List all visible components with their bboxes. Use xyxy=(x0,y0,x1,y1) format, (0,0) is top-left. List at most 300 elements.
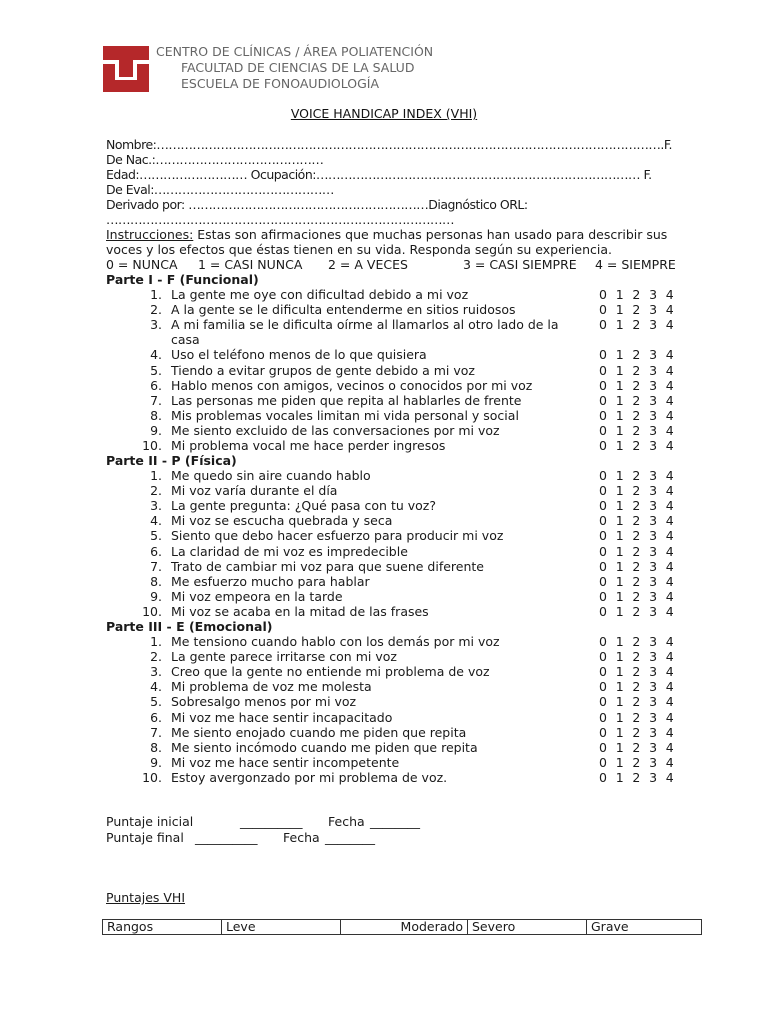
score-option[interactable]: 3 xyxy=(649,302,658,318)
fecha-inicial-blank[interactable]: ________ xyxy=(370,814,420,829)
instructions-text1: Estas son afirmaciones que muchas personas han usado para describir sus xyxy=(193,227,668,242)
score-options xyxy=(599,347,682,362)
score-option[interactable]: 0 xyxy=(599,558,607,574)
score-option[interactable]: 3 xyxy=(649,513,658,529)
score-option[interactable]: 1 xyxy=(615,528,624,544)
score-options xyxy=(599,302,682,317)
score-option[interactable]: 1 xyxy=(615,739,624,755)
score-option[interactable]: 3 xyxy=(649,603,658,619)
score-option[interactable]: 0 xyxy=(599,528,607,544)
question-text: Tiendo a evitar grupos de gente debido a mi voz xyxy=(171,362,475,378)
question-number: 9. xyxy=(150,588,162,604)
score-option[interactable]: 1 xyxy=(615,769,624,785)
fecha-final-blank[interactable]: ________ xyxy=(325,830,375,845)
score-option[interactable]: 1 xyxy=(615,634,624,649)
score-options xyxy=(599,378,682,393)
score-option[interactable]: 0 xyxy=(599,302,607,318)
question-text: Mi voz me hace sentir incompetente xyxy=(171,754,400,770)
field-nombre: Nombre:……………………………………………………………………………………………………………….F. xyxy=(106,137,673,152)
score-option[interactable]: 0 xyxy=(599,649,607,665)
score-option[interactable]: 3 xyxy=(649,558,658,574)
score-option[interactable]: 0 xyxy=(599,362,607,378)
score-options xyxy=(599,694,682,709)
score-option[interactable]: 2 xyxy=(632,709,641,725)
score-option[interactable]: 4 xyxy=(665,543,674,559)
score-option[interactable]: 4 xyxy=(665,664,674,680)
question-number: 8. xyxy=(150,739,162,755)
score-option[interactable]: 0 xyxy=(599,679,607,695)
question-number: 3. xyxy=(150,317,162,333)
field-diagnostico-line: …………………………………………………………………………… xyxy=(106,212,454,227)
field-derivado-diagnostico: Derivado por: ……………………………………………………Diagnóstico ORL: xyxy=(106,197,528,212)
score-option[interactable]: 4 xyxy=(665,468,674,483)
question-number: 10. xyxy=(142,438,162,453)
score-options xyxy=(599,408,682,423)
fecha-final-label: Fecha xyxy=(283,830,320,845)
score-option[interactable]: 1 xyxy=(615,438,624,453)
score-option[interactable]: 3 xyxy=(649,724,658,740)
instructions-line2: voces y los efectos que éstas tienen en su vida. Responda según su experiencia. xyxy=(106,242,612,257)
score-option[interactable]: 4 xyxy=(665,498,674,514)
score-option[interactable]: 0 xyxy=(599,634,607,649)
score-option[interactable]: 4 xyxy=(665,649,674,665)
question-row xyxy=(0,423,768,438)
question-number: 1. xyxy=(150,468,162,483)
score-option[interactable]: 3 xyxy=(649,679,658,695)
question-number: 7. xyxy=(150,392,162,408)
score-option[interactable]: 2 xyxy=(632,573,641,589)
question-text: Siento que debo hacer esfuerzo para producir mi voz xyxy=(171,528,504,544)
score-option[interactable]: 1 xyxy=(615,302,624,318)
score-option[interactable]: 1 xyxy=(615,468,624,483)
score-options xyxy=(599,363,682,378)
score-option[interactable]: 3 xyxy=(649,317,658,333)
score-option[interactable]: 3 xyxy=(649,362,658,378)
puntaje-final-row xyxy=(106,830,375,845)
score-options xyxy=(599,528,682,543)
question-row xyxy=(0,378,768,393)
score-option[interactable]: 1 xyxy=(615,679,624,695)
question-text: Mi voz me hace sentir incapacitado xyxy=(171,709,393,725)
score-option[interactable]: 3 xyxy=(649,739,658,755)
score-options xyxy=(599,740,682,755)
scale-4: 4 = SIEMPRE xyxy=(595,257,676,272)
score-option[interactable]: 4 xyxy=(665,528,674,544)
score-option[interactable]: 1 xyxy=(615,287,624,302)
score-option[interactable]: 2 xyxy=(632,694,641,710)
score-option[interactable]: 0 xyxy=(599,317,607,333)
puntaje-inicial-blank[interactable]: __________ xyxy=(240,814,303,829)
score-option[interactable]: 1 xyxy=(615,543,624,559)
score-option[interactable]: 4 xyxy=(665,513,674,529)
puntaje-inicial-label: Puntaje inicial xyxy=(106,814,194,829)
question-number: 7. xyxy=(150,724,162,740)
ranges-row xyxy=(103,920,702,935)
score-option[interactable]: 1 xyxy=(615,483,624,499)
score-option[interactable]: 1 xyxy=(615,724,624,740)
score-option[interactable]: 1 xyxy=(615,513,624,529)
score-option[interactable]: 2 xyxy=(632,483,641,499)
question-number: 1. xyxy=(150,287,162,302)
question-number: 3. xyxy=(150,498,162,514)
score-option[interactable]: 0 xyxy=(599,739,607,755)
question-text: Mi voz se escucha quebrada y seca xyxy=(171,513,393,529)
score-option[interactable]: 2 xyxy=(632,543,641,559)
score-options xyxy=(599,649,682,664)
score-option[interactable]: 3 xyxy=(649,588,658,604)
question-number: 4. xyxy=(150,347,162,363)
score-option[interactable]: 0 xyxy=(599,573,607,589)
instructions-line1 xyxy=(106,227,667,242)
score-option[interactable]: 2 xyxy=(632,422,641,438)
score-option[interactable]: 2 xyxy=(632,739,641,755)
score-options xyxy=(599,770,682,785)
score-option[interactable]: 4 xyxy=(665,407,674,423)
score-option[interactable]: 0 xyxy=(599,392,607,408)
question-row xyxy=(0,679,768,694)
question-number: 6. xyxy=(150,709,162,725)
score-option[interactable]: 2 xyxy=(632,317,641,333)
page-title: VOICE HANDICAP INDEX (VHI) xyxy=(290,106,478,121)
score-option[interactable]: 0 xyxy=(599,287,607,302)
question-text: A mi familia se le dificulta oírme al llamarlos al otro lado de la casa xyxy=(171,317,559,348)
question-number: 9. xyxy=(150,422,162,438)
score-options xyxy=(599,498,682,513)
field-fecha-evaluacion: De Eval:……………………………………… xyxy=(106,182,334,197)
question-row xyxy=(0,574,768,589)
question-text: Trato de cambiar mi voz para que suene diferente xyxy=(171,558,484,574)
range-cell-leve: Leve xyxy=(222,920,341,935)
score-option[interactable]: 3 xyxy=(649,377,658,393)
score-options xyxy=(599,589,682,604)
section-title: Parte III - E (Emocional) xyxy=(106,619,273,634)
puntaje-final-label: Puntaje final xyxy=(106,830,184,845)
question-number: 9. xyxy=(150,754,162,770)
score-option[interactable]: 4 xyxy=(665,769,674,785)
score-option[interactable]: 4 xyxy=(665,634,674,649)
university-logo xyxy=(103,46,149,92)
score-option[interactable]: 0 xyxy=(599,603,607,619)
score-option[interactable]: 2 xyxy=(632,377,641,393)
question-row xyxy=(0,408,768,423)
score-option[interactable]: 3 xyxy=(649,347,658,363)
question-row xyxy=(0,498,768,513)
score-options xyxy=(599,755,682,770)
field-fecha-nacimiento: De Nac.:…………………………………… xyxy=(106,152,324,167)
scale-0: 0 = NUNCA xyxy=(106,257,178,272)
score-options xyxy=(599,604,682,619)
question-row xyxy=(0,438,768,453)
score-option[interactable]: 4 xyxy=(665,573,674,589)
question-row xyxy=(0,513,768,528)
score-option[interactable]: 2 xyxy=(632,558,641,574)
score-option[interactable]: 1 xyxy=(615,317,624,333)
score-option[interactable]: 4 xyxy=(665,588,674,604)
question-number: 2. xyxy=(150,483,162,499)
score-option[interactable]: 2 xyxy=(632,438,641,453)
score-option[interactable]: 1 xyxy=(615,603,624,619)
score-option[interactable]: 4 xyxy=(665,709,674,725)
score-option[interactable]: 2 xyxy=(632,347,641,363)
score-option[interactable]: 1 xyxy=(615,422,624,438)
score-option[interactable]: 4 xyxy=(665,724,674,740)
scale-1: 1 = CASI NUNCA xyxy=(198,257,303,272)
score-option[interactable]: 2 xyxy=(632,634,641,649)
question-text: Me esfuerzo mucho para hablar xyxy=(171,573,370,589)
score-option[interactable]: 2 xyxy=(632,513,641,529)
score-option[interactable]: 4 xyxy=(665,287,674,302)
score-option[interactable]: 0 xyxy=(599,513,607,529)
score-option[interactable]: 0 xyxy=(599,422,607,438)
question-number: 10. xyxy=(142,603,162,619)
score-option[interactable]: 1 xyxy=(615,377,624,393)
score-option[interactable]: 0 xyxy=(599,709,607,725)
question-row xyxy=(0,393,768,408)
score-option[interactable]: 2 xyxy=(632,392,641,408)
question-row xyxy=(0,287,768,302)
question-number: 4. xyxy=(150,513,162,529)
question-row xyxy=(0,740,768,755)
score-options xyxy=(599,679,682,694)
question-text: La gente me oye con dificultad debido a mi voz xyxy=(171,287,469,302)
score-options xyxy=(599,468,682,483)
question-text: Me quedo sin aire cuando hablo xyxy=(171,468,371,483)
score-option[interactable]: 3 xyxy=(649,573,658,589)
score-option[interactable]: 3 xyxy=(649,769,658,785)
question-row xyxy=(0,755,768,770)
question-text: La claridad de mi voz es impredecible xyxy=(171,543,408,559)
score-option[interactable]: 1 xyxy=(615,754,624,770)
score-options xyxy=(599,664,682,679)
question-row xyxy=(0,363,768,378)
range-cell-grave: Grave xyxy=(587,920,702,935)
score-option[interactable]: 4 xyxy=(665,392,674,408)
question-number: 2. xyxy=(150,649,162,665)
question-number: 6. xyxy=(150,543,162,559)
score-option[interactable]: 0 xyxy=(599,483,607,499)
fecha-inicial-label: Fecha xyxy=(328,814,365,829)
score-option[interactable]: 1 xyxy=(615,347,624,363)
score-option[interactable]: 2 xyxy=(632,588,641,604)
score-option[interactable]: 1 xyxy=(615,407,624,423)
score-option[interactable]: 3 xyxy=(649,543,658,559)
question-row xyxy=(0,528,768,543)
score-option[interactable]: 4 xyxy=(665,558,674,574)
score-option[interactable]: 2 xyxy=(632,724,641,740)
score-options xyxy=(599,393,682,408)
score-option[interactable]: 4 xyxy=(665,317,674,333)
question-text: La gente pregunta: ¿Qué pasa con tu voz? xyxy=(171,498,436,514)
score-option[interactable]: 2 xyxy=(632,769,641,785)
score-option[interactable]: 0 xyxy=(599,407,607,423)
question-row xyxy=(0,710,768,725)
score-option[interactable]: 2 xyxy=(632,302,641,318)
score-option[interactable]: 3 xyxy=(649,422,658,438)
score-option[interactable]: 0 xyxy=(599,694,607,710)
score-option[interactable]: 2 xyxy=(632,649,641,665)
score-option[interactable]: 1 xyxy=(615,664,624,680)
score-option[interactable]: 4 xyxy=(665,754,674,770)
question-number: 6. xyxy=(150,377,162,393)
score-option[interactable]: 1 xyxy=(615,588,624,604)
question-text: Creo que la gente no entiende mi problema de voz xyxy=(171,664,490,680)
score-option[interactable]: 4 xyxy=(665,377,674,393)
score-option[interactable]: 2 xyxy=(632,287,641,302)
question-number: 10. xyxy=(142,769,162,785)
score-option[interactable]: 0 xyxy=(599,754,607,770)
score-option[interactable]: 1 xyxy=(615,362,624,378)
puntaje-final-blank[interactable]: __________ xyxy=(195,830,258,845)
question-number: 1. xyxy=(150,634,162,649)
score-option[interactable]: 2 xyxy=(632,468,641,483)
question-row xyxy=(0,544,768,559)
score-options xyxy=(599,438,682,453)
score-option[interactable]: 3 xyxy=(649,634,658,649)
score-option[interactable]: 3 xyxy=(649,754,658,770)
score-option[interactable]: 3 xyxy=(649,528,658,544)
question-number: 7. xyxy=(150,558,162,574)
score-options xyxy=(599,710,682,725)
score-option[interactable]: 1 xyxy=(615,392,624,408)
question-text: Me siento incómodo cuando me piden que repita xyxy=(171,739,478,755)
question-text: Me siento excluido de las conversaciones por mi voz xyxy=(171,422,500,438)
question-text: Estoy avergonzado por mi problema de voz. xyxy=(171,769,448,785)
score-option[interactable]: 3 xyxy=(649,483,658,499)
score-option[interactable]: 1 xyxy=(615,649,624,665)
question-text: Sobresalgo menos por mi voz xyxy=(171,694,357,710)
score-options xyxy=(599,634,682,649)
score-options xyxy=(599,287,682,302)
question-text: A la gente se le dificulta entenderme en sitios ruidosos xyxy=(171,302,516,318)
score-option[interactable]: 2 xyxy=(632,498,641,514)
score-option[interactable]: 4 xyxy=(665,483,674,499)
question-row xyxy=(0,725,768,740)
score-option[interactable]: 2 xyxy=(632,528,641,544)
score-option[interactable]: 0 xyxy=(599,769,607,785)
question-number: 4. xyxy=(150,679,162,695)
score-options xyxy=(599,574,682,589)
score-option[interactable]: 4 xyxy=(665,438,674,453)
score-option[interactable]: 4 xyxy=(665,603,674,619)
score-options xyxy=(599,544,682,559)
scale-2: 2 = A VECES xyxy=(328,257,408,272)
score-option[interactable]: 4 xyxy=(665,422,674,438)
score-option[interactable]: 3 xyxy=(649,694,658,710)
question-number: 8. xyxy=(150,407,162,423)
score-option[interactable]: 1 xyxy=(615,498,624,514)
score-option[interactable]: 0 xyxy=(599,498,607,514)
score-option[interactable]: 0 xyxy=(599,588,607,604)
score-options xyxy=(599,317,682,332)
score-option[interactable]: 1 xyxy=(615,558,624,574)
question-row xyxy=(0,634,768,649)
header-center: CENTRO DE CLÍNICAS / ÁREA POLIATENCIÓN xyxy=(156,44,434,59)
score-option[interactable]: 3 xyxy=(649,407,658,423)
question-row xyxy=(0,302,768,317)
score-option[interactable]: 0 xyxy=(599,347,607,363)
score-option[interactable]: 3 xyxy=(649,498,658,514)
question-row xyxy=(0,604,768,619)
score-option[interactable]: 2 xyxy=(632,664,641,680)
puntaje-inicial-row xyxy=(106,814,420,829)
score-option[interactable]: 4 xyxy=(665,694,674,710)
header-faculty: FACULTAD DE CIENCIAS DE LA SALUD xyxy=(181,60,415,75)
question-number: 5. xyxy=(150,362,162,378)
question-row xyxy=(0,694,768,709)
score-option[interactable]: 4 xyxy=(665,362,674,378)
instructions-label: Instrucciones: xyxy=(106,227,194,242)
score-option[interactable]: 0 xyxy=(599,664,607,680)
question-number: 5. xyxy=(150,528,162,544)
question-row xyxy=(0,347,768,362)
score-option[interactable]: 3 xyxy=(649,709,658,725)
score-option[interactable]: 0 xyxy=(599,377,607,393)
score-option[interactable]: 1 xyxy=(615,694,624,710)
question-text: Mi voz varía durante el día xyxy=(171,483,338,499)
score-option[interactable]: 4 xyxy=(665,739,674,755)
header-school: ESCUELA DE FONOAUDIOLOGÍA xyxy=(181,76,380,91)
score-option[interactable]: 4 xyxy=(665,302,674,318)
question-row xyxy=(0,589,768,604)
question-row xyxy=(0,649,768,664)
score-option[interactable]: 4 xyxy=(665,347,674,363)
question-number: 2. xyxy=(150,302,162,318)
score-option[interactable]: 3 xyxy=(649,468,658,483)
score-option[interactable]: 4 xyxy=(665,679,674,695)
question-text: Mi problema vocal me hace perder ingresos xyxy=(171,438,446,453)
score-option[interactable]: 0 xyxy=(599,438,607,453)
range-cell-moderado: Moderado xyxy=(341,920,468,935)
question-number: 5. xyxy=(150,694,162,710)
scale-3: 3 = CASI SIEMPRE xyxy=(463,257,577,272)
score-option[interactable]: 2 xyxy=(632,679,641,695)
score-option[interactable]: 3 xyxy=(649,664,658,680)
score-options xyxy=(599,423,682,438)
score-option[interactable]: 3 xyxy=(649,438,658,453)
score-option[interactable]: 0 xyxy=(599,543,607,559)
question-number: 3. xyxy=(150,664,162,680)
score-option[interactable]: 1 xyxy=(615,709,624,725)
score-options xyxy=(599,725,682,740)
question-row xyxy=(0,770,768,785)
question-text: Mi voz se acaba en la mitad de las frases xyxy=(171,603,429,619)
question-text: Mi problema de voz me molesta xyxy=(171,679,372,695)
section-title: Parte I - F (Funcional) xyxy=(106,272,259,287)
question-text: Me siento enojado cuando me piden que repita xyxy=(171,724,467,740)
question-row xyxy=(0,468,768,483)
section-title: Parte II - P (Física) xyxy=(106,453,237,468)
question-text: Mis problemas vocales limitan mi vida personal y social xyxy=(171,407,519,423)
score-option[interactable]: 3 xyxy=(649,649,658,665)
question-text: La gente parece irritarse con mi voz xyxy=(171,649,397,665)
question-text: Hablo menos con amigos, vecinos o conocidos por mi voz xyxy=(171,377,533,393)
question-row xyxy=(0,664,768,679)
score-option[interactable]: 1 xyxy=(615,573,624,589)
score-option[interactable]: 2 xyxy=(632,407,641,423)
range-cell-severo: Severo xyxy=(468,920,587,935)
score-option[interactable]: 2 xyxy=(632,754,641,770)
score-options xyxy=(599,483,682,498)
score-option[interactable]: 2 xyxy=(632,603,641,619)
question-text: Me tensiono cuando hablo con los demás por mi voz xyxy=(171,634,500,649)
score-option[interactable]: 3 xyxy=(649,287,658,302)
score-option[interactable]: 0 xyxy=(599,724,607,740)
puntajes-vhi-heading: Puntajes VHI xyxy=(106,890,186,905)
question-row xyxy=(0,317,768,348)
score-option[interactable]: 0 xyxy=(599,468,607,483)
score-option[interactable]: 2 xyxy=(632,362,641,378)
score-option[interactable]: 3 xyxy=(649,392,658,408)
